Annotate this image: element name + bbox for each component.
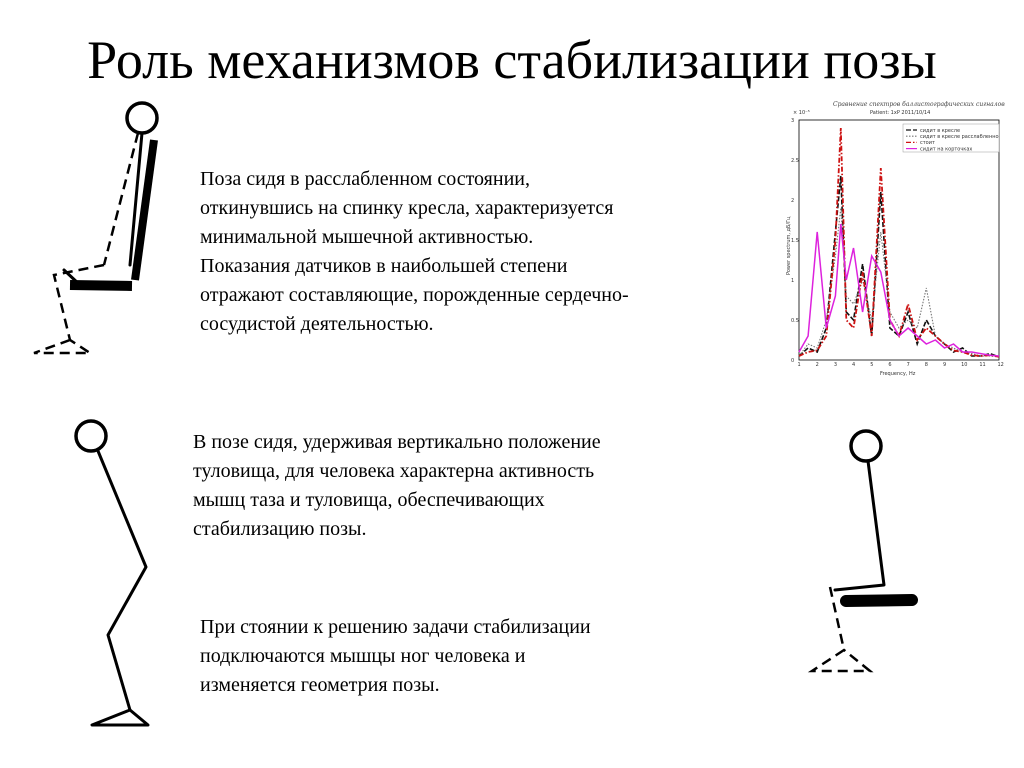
y-tick-label: 2 [791,198,795,204]
x-tick-label: 11 [979,362,986,368]
spectrum-chart [785,100,1010,377]
legend-label: сидит на корточках [920,146,973,153]
text-line: подключаются мышцы ног человека и [200,645,526,667]
chair-seat [846,600,912,601]
y-tick-label: 1 [791,278,795,284]
y-tick-label: 0 [791,358,795,364]
x-tick-label: 10 [961,362,968,368]
chart-multiplier: × 10⁻⁵ [793,110,810,116]
legend-label: сидит в кресле [920,127,961,134]
x-tick-label: 12 [997,362,1004,368]
body-line [98,451,146,710]
foot-dashed [812,650,870,671]
text-line: изменяется геометрия позы. [200,674,440,696]
legend-label: сидит в кресле расслабленно [920,134,999,140]
slide-title: Роль механизмов стабилизации позы [87,30,937,90]
x-tick-label: 2 [815,362,819,368]
foot [92,710,148,725]
y-tick-label: 0.5 [791,318,799,324]
x-tick-label: 9 [942,362,947,368]
text-line: При стоянии к решению задачи стабилизации [200,616,591,638]
chart-legend [903,124,999,152]
legend-label: стоит [920,140,935,147]
text-line: Поза сидя в расслабленном состоянии, [200,168,530,190]
x-tick-label: 8 [924,362,928,368]
x-tick-label: 3 [833,362,838,368]
thigh-dashed [54,265,104,340]
x-tick-label: 1 [797,362,801,368]
text-line: мышц таза и туловища, обеспечивающих [193,489,545,511]
y-tick-label: 2.5 [791,158,799,164]
x-tick-label: 7 [906,362,910,368]
x-tick-label: 4 [852,362,856,368]
upright-sitting-text [193,428,601,544]
text-line: туловища, для человека характерна активность [193,460,595,482]
foot-dashed [34,340,90,353]
head-icon [851,431,881,461]
text-line: стабилизацию позы. [193,518,367,540]
text-line: откинувшись на спинку кресла, характеризуется [200,197,614,219]
chart-title: Сравнение спектров баллистографических сигналов [833,101,1005,108]
text-line: сосудистой деятельностью. [200,313,434,335]
leg-dashed [830,587,844,650]
text-line: минимальной мышечной активностью. [200,226,534,248]
chair-back [135,140,154,280]
x-tick-label: 5 [870,362,874,368]
upright-sitting-figure [800,425,925,680]
standing-text [200,613,591,700]
text-line: Показания датчиков в наибольшей степени [200,255,568,277]
x-tick-label: 6 [888,362,892,368]
chart-ylabel: Power spectrum, дБ/Гц [786,216,792,275]
y-tick-label: 1.5 [791,238,799,244]
relaxed-sitting-text [200,165,629,339]
text-line: В позе сидя, удерживая вертикально положение [193,431,601,453]
relaxed-sitting-figure [20,95,190,365]
head-icon [76,421,106,451]
text-line: отражают составляющие, порожденные сердечно- [200,284,629,306]
chart-xlabel: Frequency, Hz [880,371,916,377]
standing-figure [60,415,170,730]
y-tick-label: 3 [791,118,795,124]
head-icon [127,103,157,133]
body-line [835,461,884,590]
chart-subtitle: Patient: 1xP 2011/10/14 [870,110,931,116]
